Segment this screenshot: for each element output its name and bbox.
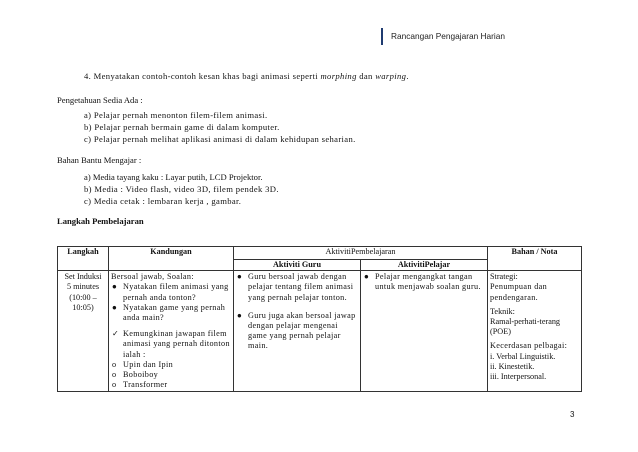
header-title: Rancangan Pengajaran Harian xyxy=(391,31,505,41)
learning-steps-heading: Langkah Pembelajaran xyxy=(57,216,144,226)
cell-aktiviti-guru xyxy=(234,271,361,392)
circle-bullet-icon: o xyxy=(112,359,117,369)
aids-item-a: a) Media tayang kaku : Layar putih, LCD Projektor. xyxy=(84,172,263,182)
bullet-icon: ● xyxy=(237,310,243,320)
col-header-bahan: Bahan / Nota xyxy=(488,247,582,271)
bullet-icon: ● xyxy=(237,272,243,282)
col-header-aktiviti: AktivitiPembelajaran xyxy=(234,247,488,260)
kandungan-intro: Bersoal jawab, Soalan: xyxy=(111,272,194,282)
cell-bahan: Strategi: Penumpuan dan pendengaran. Teknik: Ramal-perhati-terang (POE) Kecerdasan pelbagai: i. Verbal Linguistik. ii. Kinestetik. iii. Interpersonal. xyxy=(488,271,582,392)
circle-bullet-icon: o xyxy=(112,380,117,390)
prior-knowledge-heading: Pengetahuan Sedia Ada : xyxy=(57,95,143,105)
film-list xyxy=(111,360,231,391)
list-item: ● Guru juga akan bersoal jawap dengan pelajar mengenai game yang pernah pelajar main. xyxy=(237,310,356,351)
list-item: ● Pelajar mengangkat tangan untuk menjawab soalan guru. xyxy=(364,272,481,292)
page-number: 3 xyxy=(570,410,575,419)
list-item: ● Nyatakan filem animasi yang pernah anda tonton? xyxy=(112,282,229,302)
objective-4: 4. Menyatakan contoh-contoh kesan khas bagi animasi seperti morphing dan warping. xyxy=(84,71,409,81)
aids-item-b: b) Media : Video flash, video 3D, filem pendek 3D. xyxy=(84,184,279,194)
prior-item-c: c) Pelajar pernah melihat aplikasi animasi di dalam kehidupan seharian. xyxy=(84,134,356,144)
cell-kandungan xyxy=(109,271,234,392)
col-header-guru: Aktiviti Guru xyxy=(234,260,361,271)
teaching-aids-heading: Bahan Bantu Mengajar : xyxy=(57,155,142,165)
lesson-table xyxy=(57,246,582,392)
bullet-icon: ● xyxy=(112,282,118,292)
list-item: o Upin dan Ipin xyxy=(112,359,174,369)
prior-item-b: b) Pelajar pernah bermain game di dalam komputer. xyxy=(84,122,280,132)
list-item: ● Nyatakan game yang pernah anda main? xyxy=(112,302,226,323)
circle-bullet-icon: o xyxy=(112,370,117,380)
prior-item-a: a) Pelajar pernah menonton filem-filem animasi. xyxy=(84,110,268,120)
bullet-icon: ● xyxy=(112,302,118,312)
list-item: o Transformer xyxy=(112,380,168,390)
check-icon: ✓ xyxy=(112,329,120,339)
list-item: ✓ Kemungkinan jawapan filem animasi yang pernah ditonton ialah : xyxy=(112,329,230,359)
cell-langkah: Set Induksi 5 minutes (10:00 – 10:05) xyxy=(58,271,109,392)
col-header-langkah: Langkah xyxy=(58,247,109,271)
question-list xyxy=(111,282,231,323)
list-item: ● Guru bersoal jawab dengan pelajar tentang filem animasi yang pernah pelajar tonton. xyxy=(237,272,354,302)
cell-aktiviti-pelajar xyxy=(361,271,488,392)
col-header-kandungan: Kandungan xyxy=(109,247,234,271)
bullet-icon: ● xyxy=(364,272,370,282)
list-item: o Boboiboy xyxy=(112,370,159,380)
answer-list xyxy=(111,329,231,360)
aids-item-c: c) Media cetak : lembaran kerja , gambar. xyxy=(84,196,242,206)
document-header xyxy=(381,28,505,45)
col-header-pelajar: AktivitiPelajar xyxy=(361,260,488,271)
